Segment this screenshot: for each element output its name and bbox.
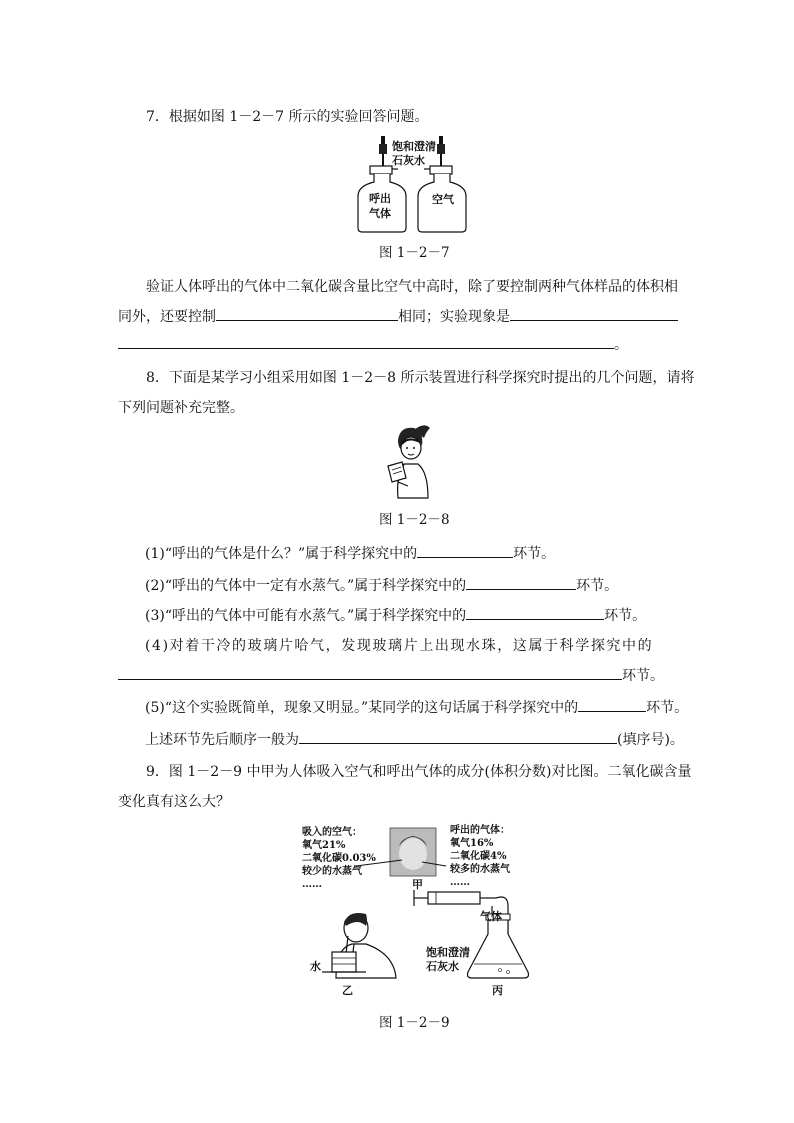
q8-p1-end: 环节。 (513, 546, 556, 562)
inhale-co2: 二氧化碳0.03% (302, 853, 376, 864)
q8-stem-1: 8．下面是某学习小组采用如图 1－2－8 所示装置进行科学探究时提出的几个问题，请将 (146, 370, 695, 386)
caption-1-2-7: 图 1－2－7 (379, 245, 450, 261)
q9-stem-2: 变化真有这么大？ (118, 794, 230, 810)
q8-stem-2: 下列问题补充完整。 (118, 400, 244, 416)
q8-p4-end: 环节。 (622, 668, 664, 684)
q8-part-6 (145, 729, 684, 749)
label-limewater: 石灰水 (392, 154, 425, 167)
q8-blank-2[interactable] (466, 575, 576, 590)
exhale-oxygen: 氧气16% (450, 838, 494, 849)
q7-blank-3[interactable] (118, 334, 614, 349)
q8-part-5 (145, 697, 688, 717)
q8-p3-end: 环节。 (604, 608, 647, 624)
q7-text-1: 验证人体呼出的气体中二氧化碳含量比空气中高时，除了要控制两种气体样品的体积相 (146, 279, 678, 295)
q8-blank-5[interactable] (578, 697, 646, 712)
q8-blank-6[interactable] (299, 729, 617, 744)
q8-part-1 (145, 543, 555, 563)
label-bing: 丙 (492, 984, 503, 997)
exhale-ellipsis: …… (450, 877, 470, 888)
q7-period: 。 (614, 337, 628, 353)
q7-blank-2[interactable] (510, 306, 678, 321)
q7-text-2b: 相同；实验现象是 (398, 309, 510, 325)
q8-part-2 (145, 575, 618, 595)
q7-stem: 7．根据如图 1－2－7 所示的实验回答问题。 (146, 109, 429, 125)
q9-stem-1: 9．图 1－2－9 中甲为人体吸入空气和呼出气体的成分(体积分数)对比图。二氧化碳含量 (146, 764, 692, 780)
label-exhaled-2: 气体 (369, 207, 391, 220)
figure-1-2-7 (352, 132, 472, 237)
figure-1-2-8 (384, 420, 440, 500)
caption-1-2-9: 图 1－2－9 (379, 1015, 450, 1031)
q7-blank-1[interactable] (216, 306, 398, 321)
q8-p6-end: (填序号)。 (617, 732, 684, 748)
q7-text-2 (118, 306, 678, 326)
label-water: 水 (310, 960, 321, 973)
figure-1-2-9 (296, 822, 536, 1002)
q8-p2-text: (2)“呼出的气体中一定有水蒸气。”属于科学探究中的 (145, 578, 467, 594)
girl-reading-icon (384, 420, 440, 500)
q8-part-4: (4)对着干冷的玻璃片哈气，发现玻璃片上出现水珠，这属于科学探究中的 (145, 638, 654, 654)
q8-p2-end: 环节。 (576, 578, 619, 594)
exhale-co2: 二氧化碳4% (450, 851, 507, 862)
label-saturated-limewater-2: 饱和澄清 (426, 946, 470, 959)
q8-blank-3[interactable] (466, 605, 604, 620)
q8-p1-text: (1)“呼出的气体是什么？”属于科学探究中的 (145, 546, 418, 562)
label-air: 空气 (432, 193, 454, 206)
label-exhaled-1: 呼出 (369, 192, 391, 205)
inhale-ellipsis: …… (302, 879, 322, 890)
label-jia: 甲 (412, 878, 423, 891)
q8-blank-4[interactable] (118, 665, 622, 680)
q8-p3-text: (3)“呼出的气体中可能有水蒸气。”属于科学探究中的 (145, 608, 467, 624)
q8-part-4-cont (118, 665, 664, 685)
q8-p5-end: 环节。 (646, 700, 689, 716)
label-limewater-2: 石灰水 (426, 960, 459, 973)
inhale-title: 吸入的空气： (302, 827, 362, 838)
q8-part-3 (145, 605, 646, 625)
q8-p6-text: 上述环节先后顺序一般为 (145, 732, 299, 748)
caption-1-2-8: 图 1－2－8 (379, 512, 450, 528)
label-gas: 气体 (480, 910, 502, 923)
label-saturated-limewater: 饱和澄清 (392, 140, 436, 153)
q8-p5-text: (5)“这个实验既简单，现象又明显。”某同学的这句话属于科学探究中的 (145, 700, 579, 716)
q8-blank-1[interactable] (417, 543, 513, 558)
q7-text-2a: 同外，还要控制 (118, 309, 216, 325)
exhale-title: 呼出的气体： (450, 825, 510, 836)
q7-text-3 (118, 334, 628, 354)
inhale-oxygen: 氧气21% (302, 840, 346, 851)
inhale-water: 较少的水蒸气 (302, 866, 362, 877)
label-yi: 乙 (342, 984, 353, 997)
inhaled-air-composition (302, 826, 376, 891)
exhale-water: 较多的水蒸气 (450, 864, 510, 875)
exhaled-gas-composition (450, 824, 510, 889)
